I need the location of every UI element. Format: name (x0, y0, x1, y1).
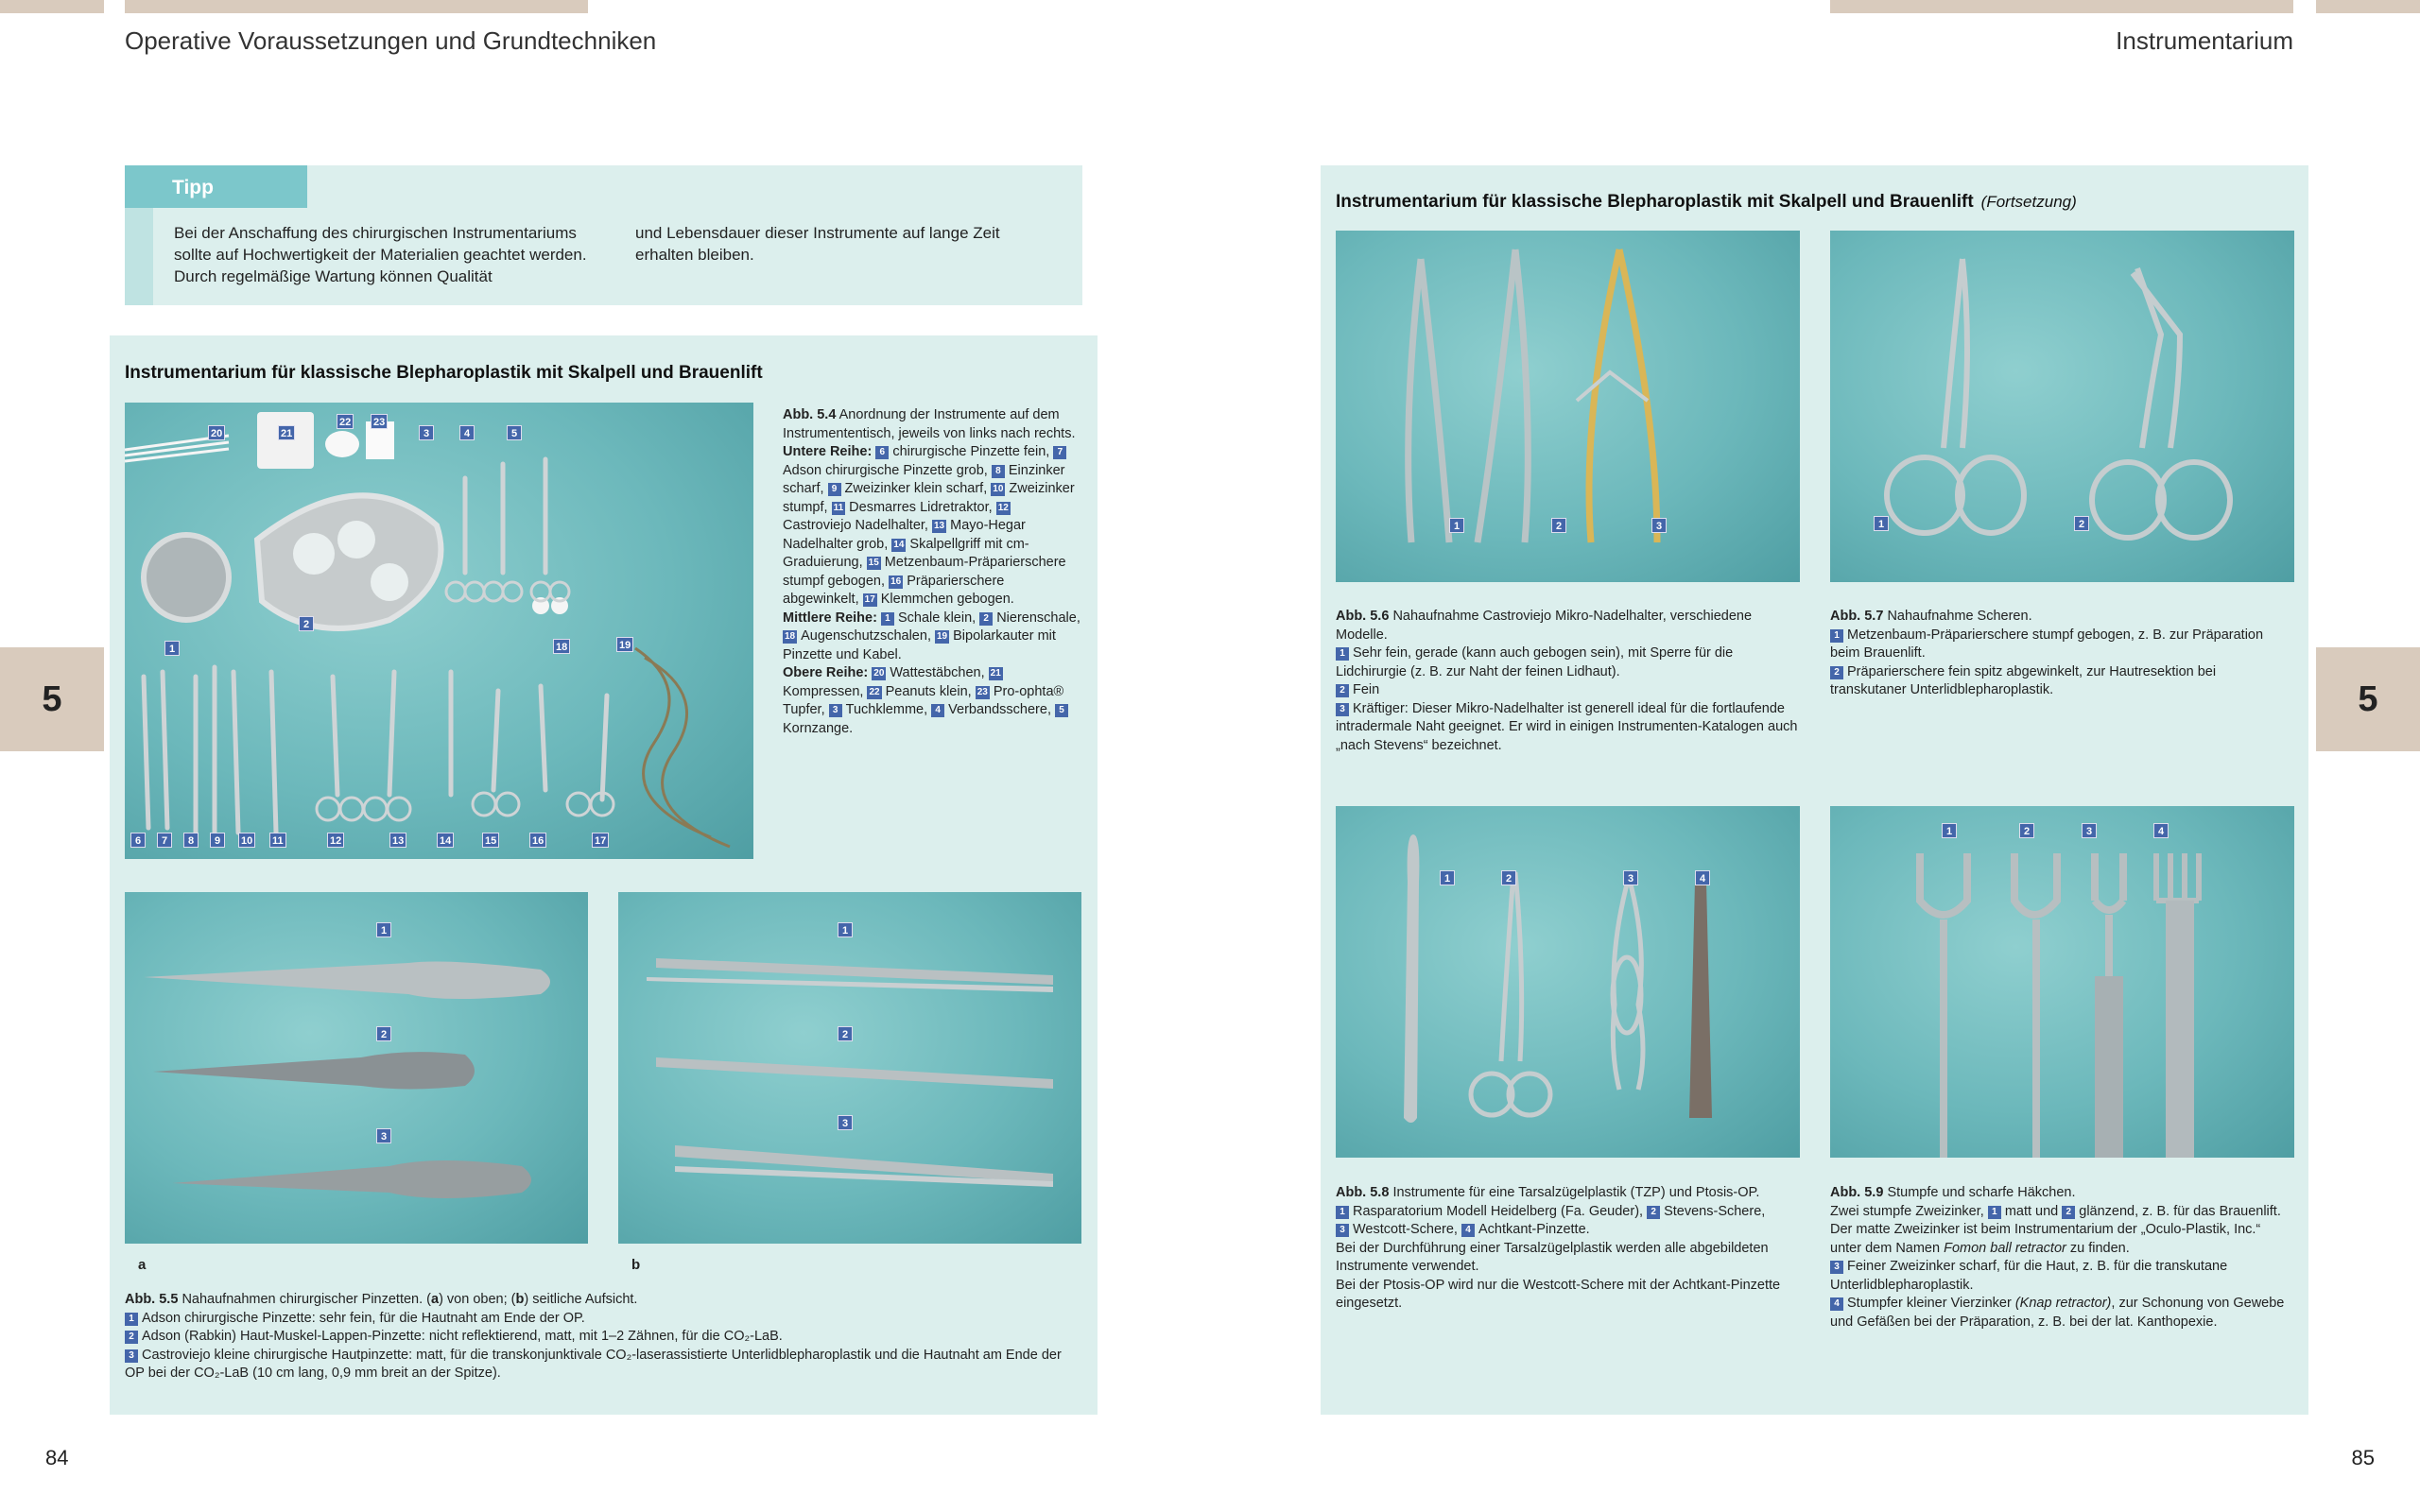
caption-intro: Instrumente für eine Tarsalzügelplastik (TZP) und Ptosis-OP. (1392, 1185, 1760, 1200)
fig54-marker: 7 (157, 833, 172, 848)
caption-number: 17 (864, 594, 875, 605)
caption-figure-number: Abb. 5.5 (125, 1292, 179, 1307)
caption-number: 14 (893, 539, 905, 550)
caption-item: Adson chirurgische Pinzette: sehr fein, für die Hautnaht am Ende der OP. (142, 1310, 585, 1326)
fig57-marker: 1 (1874, 516, 1889, 531)
tipp-box (125, 165, 1082, 305)
fig54-marker: 11 (269, 833, 286, 848)
caption-text: Bei der Ptosis-OP wird nur die Westcott-Schere mit der Achtkant-Pinzette eingesetzt. (1336, 1277, 1781, 1311)
caption-number: 2 (1647, 1206, 1660, 1219)
caption-number: 10 (993, 484, 1004, 494)
caption-number: 3 (1336, 703, 1349, 716)
caption-row-label: Obere Reihe: (783, 665, 869, 680)
caption-item: chirurgische Pinzette fein, (892, 444, 1050, 459)
figure-5-4-photo (125, 403, 753, 859)
caption-item: Wattestäbchen, (890, 665, 985, 680)
caption-item: Präparierschere fein spitz abgewinkelt, zur Hautresektion bei transkutaner Unterlidblepharoplastik. (1830, 663, 2217, 697)
caption-item: Metzenbaum-Präparierschere stumpf gebogen, z. B. zur Präparation beim Brauenlift. (1830, 627, 2264, 661)
caption-number: 15 (868, 558, 879, 568)
caption-item: (Knap retractor) (2014, 1296, 2112, 1311)
left-panel-title: Instrumentarium für klassische Blepharoplastik mit Skalpell und Brauenlift (125, 363, 763, 383)
figure-label-b: b (631, 1257, 641, 1273)
caption-number: 4 (931, 704, 944, 717)
fig54-marker: 16 (529, 833, 546, 848)
caption-intro: ) seitliche Aufsicht. (524, 1292, 638, 1307)
caption-list-item (1830, 627, 2293, 663)
caption-number: 2 (2062, 1206, 2075, 1219)
figure-5-9-photo (1830, 806, 2294, 1158)
caption-intro: Stumpfe und scharfe Häkchen. (1887, 1185, 2076, 1200)
right-panel-title (1336, 192, 2077, 213)
page-number-left: 84 (45, 1446, 69, 1469)
caption-number: 12 (997, 502, 1009, 513)
fig55a-marker: 3 (376, 1128, 391, 1143)
caption-item: Rasparatorium Modell Heidelberg (Fa. Geuder), (1353, 1203, 1644, 1219)
caption-list-item (125, 1328, 1080, 1347)
caption-figure-number: Abb. 5.6 (1336, 609, 1390, 624)
caption-item: Zweizinker klein scharf, (844, 481, 988, 496)
caption-list-item (1830, 663, 2293, 700)
caption-intro: Anordnung der Instrumente auf dem Instrumententisch, jeweils von links nach rechts. (783, 407, 1076, 441)
caption-item: Peanuts klein, (885, 683, 972, 699)
caption-item: Sehr fein, gerade (kann auch gebogen sein), mit Sperre für die Lidchirurgie (z. B. zur Naht der feinen Lidhaut). (1336, 645, 1734, 679)
caption-number: 4 (1830, 1297, 1843, 1311)
caption-number: 3 (1336, 1224, 1349, 1237)
caption-item: Fomon ball retractor (1944, 1240, 2066, 1256)
top-tab-left-outer (0, 0, 104, 13)
caption-number: 1 (881, 612, 894, 626)
fig56-marker: 3 (1651, 518, 1667, 533)
fig54-marker: 19 (616, 637, 633, 652)
caption-list-item (1830, 1203, 2293, 1259)
figure-5-7-photo (1830, 231, 2294, 582)
caption-item: Feiner Zweizinker scharf, für die Haut, z. B. für die transkutane Unterlidblepharoplastik. (1830, 1259, 2228, 1293)
caption-item: Westcott-Schere, (1353, 1222, 1458, 1237)
figure-5-5-caption (125, 1291, 1080, 1383)
caption-item: , zur Schonung von Gewebe und Gefäßen bei der Präparation, z. B. bei der lat. Kanthopexie. (1830, 1296, 2285, 1330)
caption-item: Fein (1353, 682, 1380, 697)
fig54-marker: 4 (459, 425, 475, 440)
fig54-marker: 6 (130, 833, 146, 848)
figure-5-9-caption (1830, 1184, 2293, 1332)
caption-number: 2 (979, 612, 993, 626)
caption-number: 5 (1055, 704, 1068, 717)
caption-item: Schale klein, (897, 610, 977, 626)
right-panel-title-cont: (Fortsetzung) (1980, 193, 2077, 211)
caption-row-label: Untere Reihe: (783, 444, 873, 459)
caption-item: Kornzange. (783, 720, 854, 736)
caption-number: 1 (125, 1313, 138, 1326)
fig55b-marker: 1 (838, 922, 853, 937)
fig54-marker: 17 (592, 833, 609, 848)
top-tab-right-outer (2316, 0, 2420, 13)
caption-item: Castroviejo Nadelhalter, (783, 518, 928, 533)
caption-item: Kräftiger: Dieser Mikro-Nadelhalter ist generell ideal für die fortlaufende intradermale Naht geeignet. Er wird in einigen Instrumenten-Katalogen auch „nach Stevens“ bezeichnet. (1336, 700, 1798, 753)
caption-item: Einzinker scharf, (783, 462, 1065, 496)
figure-5-4-caption (783, 406, 1080, 738)
caption-number: 22 (869, 686, 880, 697)
caption-number: 7 (1053, 446, 1066, 459)
page-number-right: 85 (2351, 1446, 2375, 1469)
running-head-right: Instrumentarium (2116, 26, 2293, 55)
caption-figure-number: Abb. 5.7 (1830, 609, 1884, 624)
caption-item: Castroviejo kleine chirurgische Hautpinzette: matt, für die transkonjunktivale CO₂-laserassistierte Unterlidblepharoplastik und die Hautnaht am Ende der OP bei der CO₂-LaB (10 cm lang, 0,9 mm breit an der Spitze). (125, 1347, 1062, 1381)
tipp-bar (125, 208, 153, 305)
fig58-marker: 2 (1501, 870, 1516, 885)
caption-text: Bei der Durchführung einer Tarsalzügelplastik werden alle abgebildeten Instrumente verwendet. (1336, 1240, 1769, 1274)
top-tab-right (1830, 0, 2293, 13)
caption-number: 2 (125, 1331, 138, 1344)
top-tab-left (125, 0, 588, 13)
caption-item: Präparierschere abgewinkelt, (783, 573, 1005, 607)
caption-list-item (1830, 1258, 2293, 1295)
fig59-marker: 3 (2082, 823, 2097, 838)
fig59-marker: 4 (2153, 823, 2169, 838)
caption-number: 19 (937, 631, 948, 642)
caption-list-item (1830, 1295, 2293, 1332)
tipp-text-col1: Bei der Anschaffung des chirurgischen Instrumentariums sollte auf Hochwertigkeit der Materialien geachtet werden. Durch regelmäßige Wartung können Qualität (174, 224, 587, 285)
caption-figure-number: Abb. 5.8 (1336, 1185, 1390, 1200)
fig54-marker: 18 (553, 639, 570, 654)
figure-5-6-photo (1336, 231, 1800, 582)
caption-list-item (1336, 644, 1799, 681)
tipp-text-col2: und Lebensdauer dieser Instrumente auf lange Zeit erhalten bleiben. (635, 224, 1000, 264)
fig54-marker: 1 (164, 641, 180, 656)
caption-number: 1 (1336, 647, 1349, 661)
caption-number: 9 (828, 483, 841, 496)
fig59-marker: 1 (1942, 823, 1957, 838)
caption-item: Kompressen, (783, 683, 864, 699)
fig55b-marker: 3 (838, 1115, 853, 1130)
fig55b-marker: 2 (838, 1026, 853, 1041)
fig54-marker: 3 (419, 425, 434, 440)
caption-number: 6 (875, 446, 889, 459)
fig57-marker: 2 (2074, 516, 2089, 531)
figure-5-6-caption (1336, 608, 1799, 755)
caption-number: 23 (977, 686, 988, 697)
caption-item: zu finden. (2069, 1240, 2130, 1256)
caption-list-item (1336, 681, 1799, 700)
caption-number: 3 (125, 1349, 138, 1363)
fig54-marker: 13 (389, 833, 406, 848)
caption-item: Metzenbaum-Präparierschere stumpf gebogen, (783, 555, 1066, 589)
caption-number: 21 (990, 668, 1001, 679)
caption-item: Zwei stumpfe Zweizinker, (1830, 1203, 1984, 1219)
caption-item: glänzend, z. B. für das Brauenlift. Der matte Zweizinker ist beim Instrumentarium der „Oculo-Plastik, Inc.“ unter dem Namen (1830, 1203, 2281, 1256)
fig54-marker: 10 (238, 833, 255, 848)
caption-intro: ) von oben; ( (439, 1292, 516, 1307)
caption-number: 2 (1336, 684, 1349, 697)
fig54-marker: 20 (208, 425, 225, 440)
caption-intro: b (515, 1292, 525, 1307)
caption-number: 3 (1830, 1261, 1843, 1274)
caption-item: Adson chirurgische Pinzette grob, (783, 462, 988, 478)
caption-number: 1 (1988, 1206, 2001, 1219)
chapter-tab-left: 5 (0, 647, 104, 751)
fig54-marker: 15 (482, 833, 499, 848)
figure-5-5a-photo (125, 892, 588, 1244)
fig54-marker: 22 (337, 414, 354, 429)
figure-label-a: a (138, 1257, 147, 1273)
caption-item: Achtkant-Pinzette. (1478, 1222, 1590, 1237)
caption-row-label: Mittlere Reihe: (783, 610, 877, 626)
caption-list-item (1336, 1221, 1799, 1240)
caption-intro: Nahaufnahme Scheren. (1887, 609, 2032, 624)
caption-item: Klemmchen gebogen. (880, 592, 1014, 607)
caption-number: 20 (873, 668, 885, 679)
figure-5-5b-photo (618, 892, 1081, 1244)
fig54-marker: 2 (299, 616, 314, 631)
chapter-tab-right: 5 (2316, 647, 2420, 751)
caption-number: 16 (890, 576, 902, 587)
caption-item: Desmarres Lidretraktor, (849, 499, 993, 515)
caption-list-item (125, 1347, 1080, 1383)
caption-item: Verbandsschere, (948, 702, 1051, 717)
fig55a-marker: 1 (376, 922, 391, 937)
caption-intro: Nahaufnahmen chirurgischer Pinzetten. ( (182, 1292, 431, 1307)
caption-number: 11 (833, 502, 844, 513)
caption-item: Pro-ophta® Tupfer, (783, 683, 1064, 717)
fig58-marker: 3 (1623, 870, 1638, 885)
caption-number: 2 (1830, 666, 1843, 679)
fig56-marker: 1 (1449, 518, 1464, 533)
figure-5-7-caption (1830, 608, 2293, 700)
tipp-heading: Tipp (125, 165, 307, 208)
caption-list-item (1336, 1203, 1799, 1222)
fig54-marker: 5 (507, 425, 522, 440)
caption-intro: Nahaufnahme Castroviejo Mikro-Nadelhalter, verschiedene Modelle. (1336, 609, 1753, 643)
fig54-marker: 14 (437, 833, 454, 848)
fig58-marker: 4 (1695, 870, 1710, 885)
caption-item: Mayo-Hegar Nadelhalter grob, (783, 518, 1026, 552)
fig59-marker: 2 (2019, 823, 2034, 838)
caption-intro: a (431, 1292, 440, 1307)
caption-item: Stevens-Schere, (1664, 1203, 1766, 1219)
caption-item: matt und (2004, 1203, 2059, 1219)
caption-item: Adson (Rabkin) Haut-Muskel-Lappen-Pinzette: nicht reflektierend, matt, mit 1–2 Zähnen, für die CO₂-LaB. (142, 1329, 783, 1344)
fig54-marker: 8 (183, 833, 199, 848)
caption-number: 8 (992, 465, 1005, 478)
caption-item: Skalpellgriff mit cm-Graduierung, (783, 536, 1029, 570)
caption-number: 3 (829, 704, 842, 717)
caption-item: Tuchklemme, (845, 702, 928, 717)
caption-item: Nierenschale, (996, 610, 1080, 626)
caption-number: 1 (1830, 629, 1843, 643)
caption-item: Augenschutzschalen, (801, 628, 931, 644)
fig54-marker: 23 (371, 414, 388, 429)
caption-number: 13 (933, 521, 945, 531)
figure-5-8-caption (1336, 1184, 1799, 1314)
caption-item: Stumpfer kleiner Vierzinker (1847, 1296, 2012, 1311)
caption-figure-number: Abb. 5.4 (783, 407, 837, 422)
caption-number: 1 (1336, 1206, 1349, 1219)
fig58-marker: 1 (1440, 870, 1455, 885)
caption-number: 4 (1461, 1224, 1475, 1237)
fig54-marker: 12 (327, 833, 344, 848)
running-head-left: Operative Voraussetzungen und Grundtechniken (125, 26, 657, 55)
caption-item: Bipolarkauter mit Pinzette und Kabel. (783, 628, 1056, 662)
fig55a-marker: 2 (376, 1026, 391, 1041)
caption-item: Zweizinker stumpf, (783, 481, 1075, 515)
fig56-marker: 2 (1551, 518, 1566, 533)
caption-figure-number: Abb. 5.9 (1830, 1185, 1884, 1200)
fig54-marker: 21 (278, 425, 295, 440)
caption-list-item (1336, 700, 1799, 756)
right-panel-title-text: Instrumentarium für klassische Blepharoplastik mit Skalpell und Brauenlift (1336, 192, 1974, 212)
fig54-marker: 9 (210, 833, 225, 848)
caption-number: 18 (785, 631, 796, 642)
figure-5-8-photo (1336, 806, 1800, 1158)
caption-list-item (125, 1310, 1080, 1329)
